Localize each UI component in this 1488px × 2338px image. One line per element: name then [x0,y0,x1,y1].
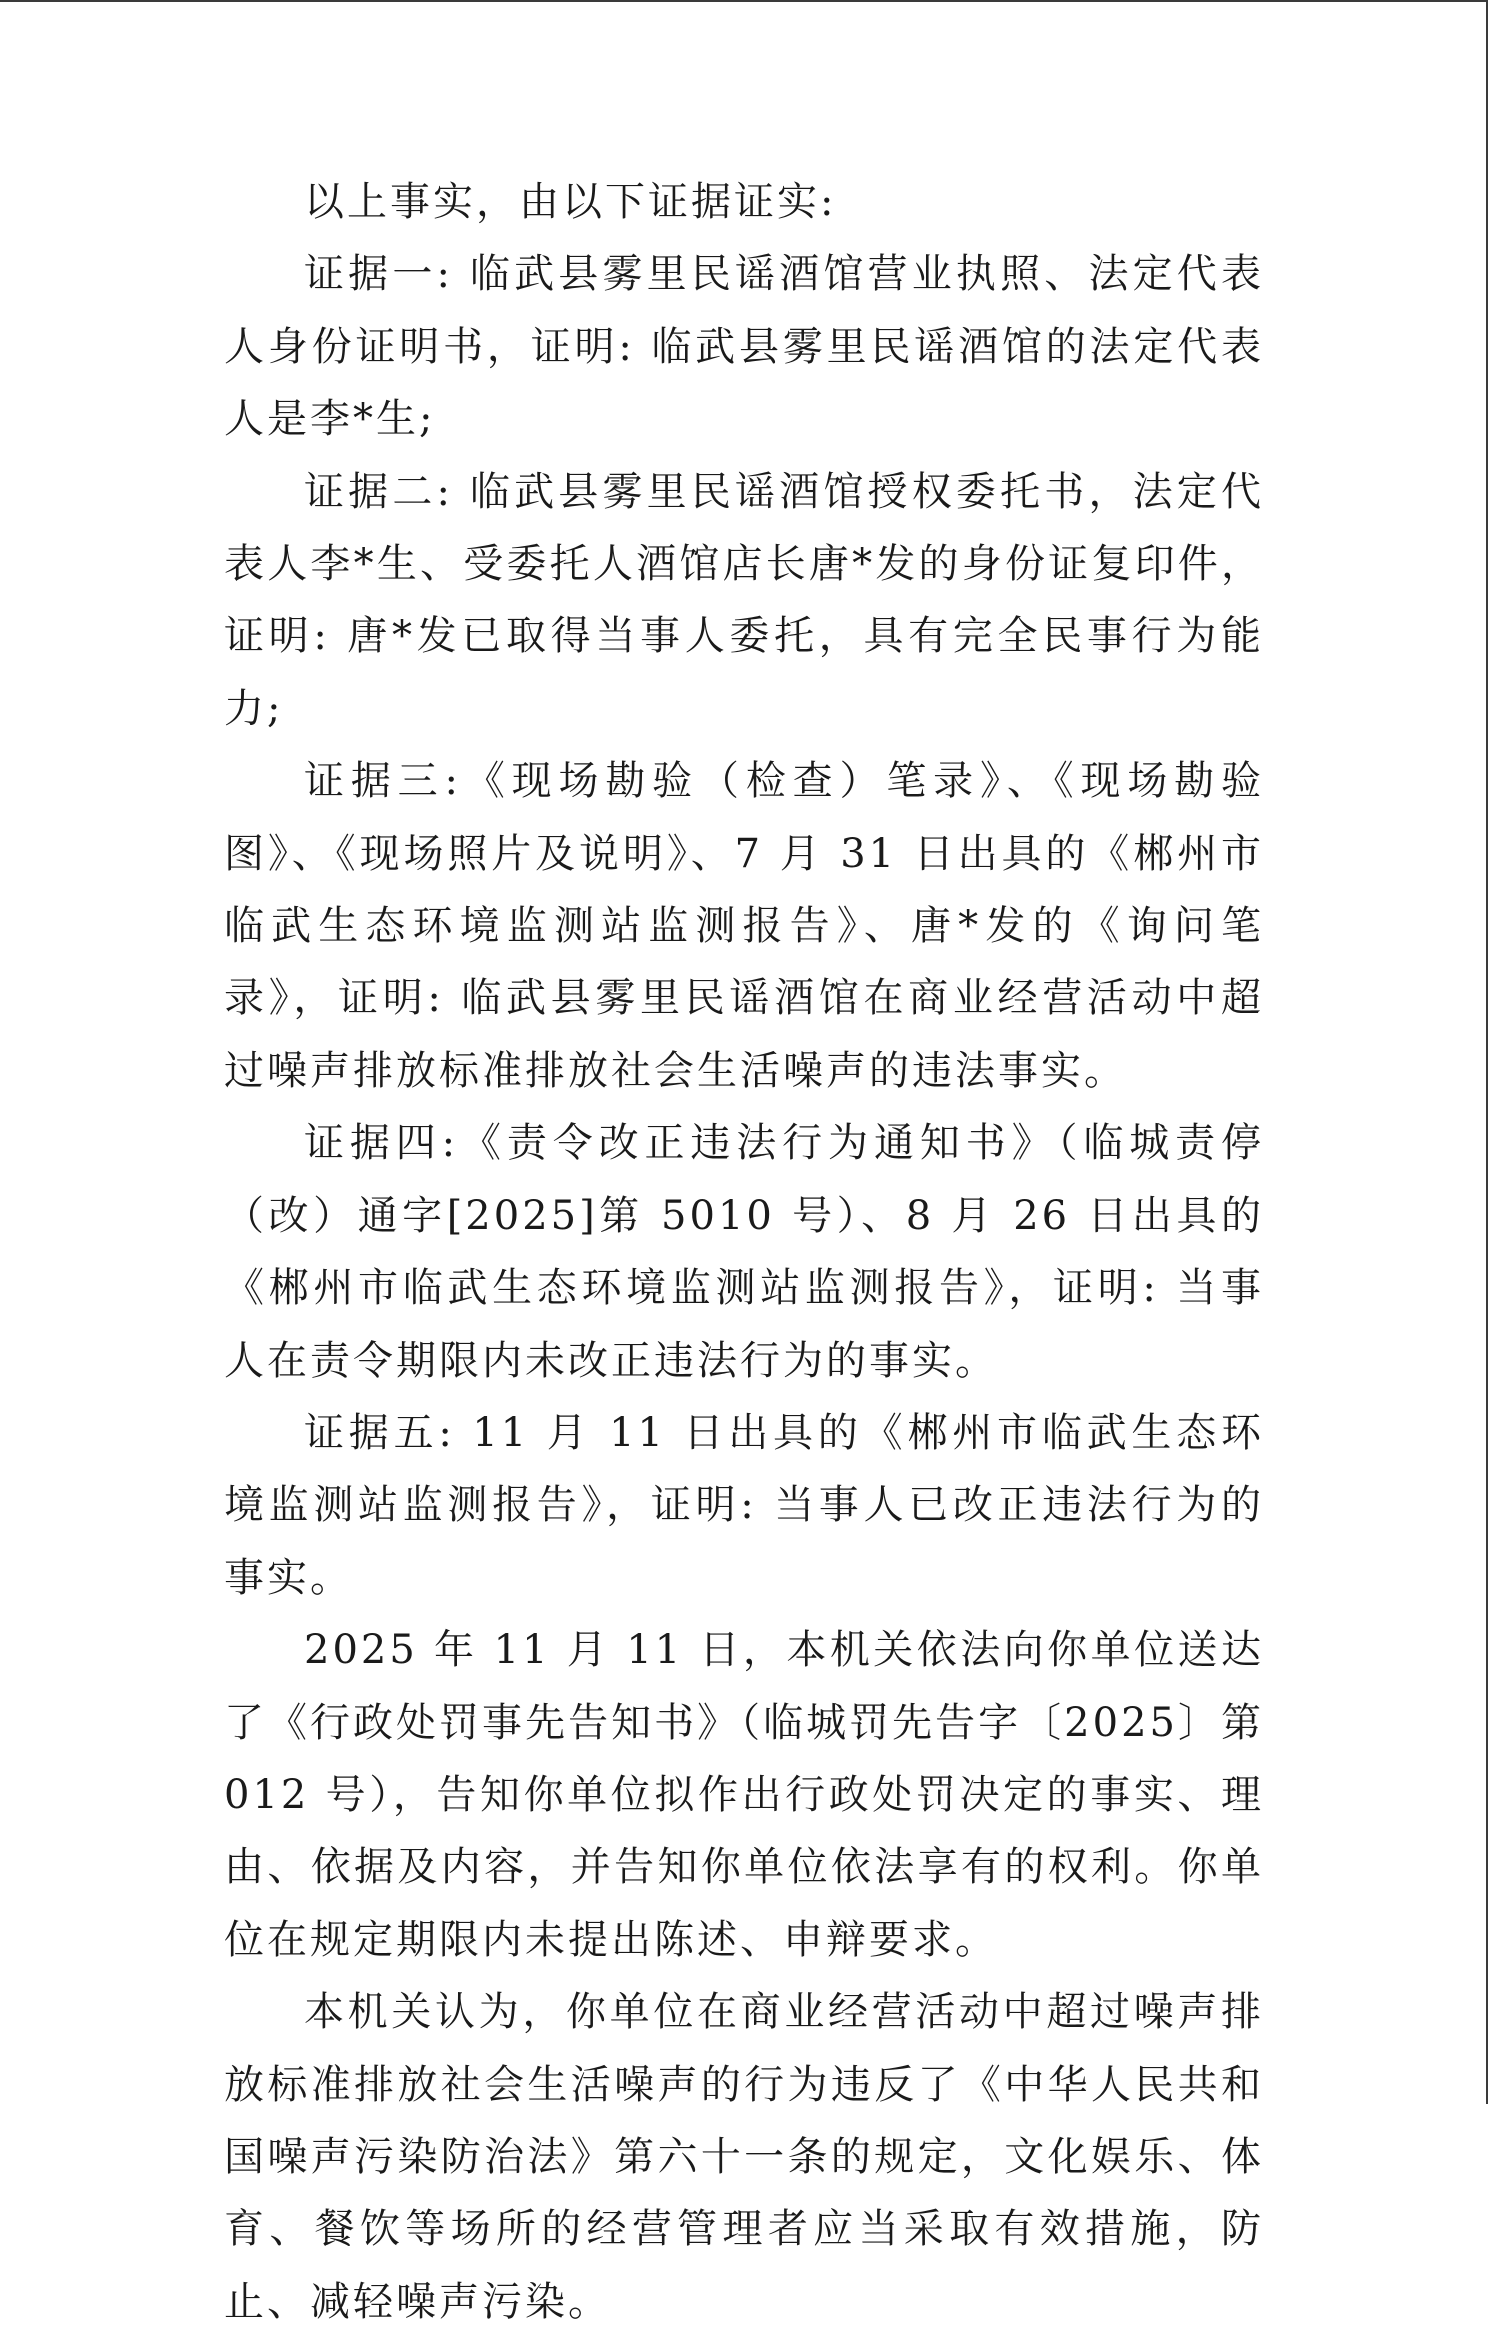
paragraph-evidence-2: 证据二: 临武县雾里民谣酒馆授权委托书，法定代表人李*生、受委托人酒馆店长唐*发的身份证复印件，证明: 唐*发已取得当事人委托，具有完全民事行为能力; [224,468,1264,732]
paragraph-evidence-5: 证据五: 11 月 11 日出具的《郴州市临武生态环境监测站监测报告》，证明: 当事人已改正违法行为的事实。 [224,1409,1264,1601]
paragraph-evidence-4: 证据四:《责令改正违法行为通知书》（临城责停（改）通字[2025]第 5010 号）、8 月 26 日出具的《郴州市临武生态环境监测站监测报告》，证明: 当事人在责令期限内未改正违法行为的事实。 [224,1120,1264,1384]
document-body [224,166,1264,2338]
paragraph-evidence-1: 证据一: 临武县雾里民谣酒馆营业执照、法定代表人身份证明书，证明: 临武县雾里民谣酒馆的法定代表人是李*生; [224,251,1264,443]
paragraph-evidence-3: 证据三:《现场勘验（检查）笔录》、《现场勘验图》、《现场照片及说明》、7 月 31 日出具的《郴州市临武生态环境监测站监测报告》、唐*发的《询问笔录》，证明: 临武县雾里民谣酒馆在商业经营活动中超过噪声排放标准排放社会生活噪声的违法事实。 [224,758,1264,1094]
paragraph-prior-notice: 2025 年 11 月 11 日，本机关依法向你单位送达了《行政处罚事先告知书》（临城罚先告字〔2025〕第 012 号），告知你单位拟作出行政处罚决定的事实、理由、依据及内容，并告知你单位依法享有的权利。你单位在规定期限内未提出陈述、申辩要求。 [224,1627,1264,1963]
paragraph-evidence-intro: 以上事实，由以下证据证实: [304,179,837,225]
paragraph-agency-finding: 本机关认为，你单位在商业经营活动中超过噪声排放标准排放社会生活噪声的行为违反了《中华人民共和国噪声污染防治法》第六十一条的规定，文化娱乐、体育、餐饮等场所的经营管理者应当采取有效措施，防止、减轻噪声污染。 [224,1989,1264,2325]
